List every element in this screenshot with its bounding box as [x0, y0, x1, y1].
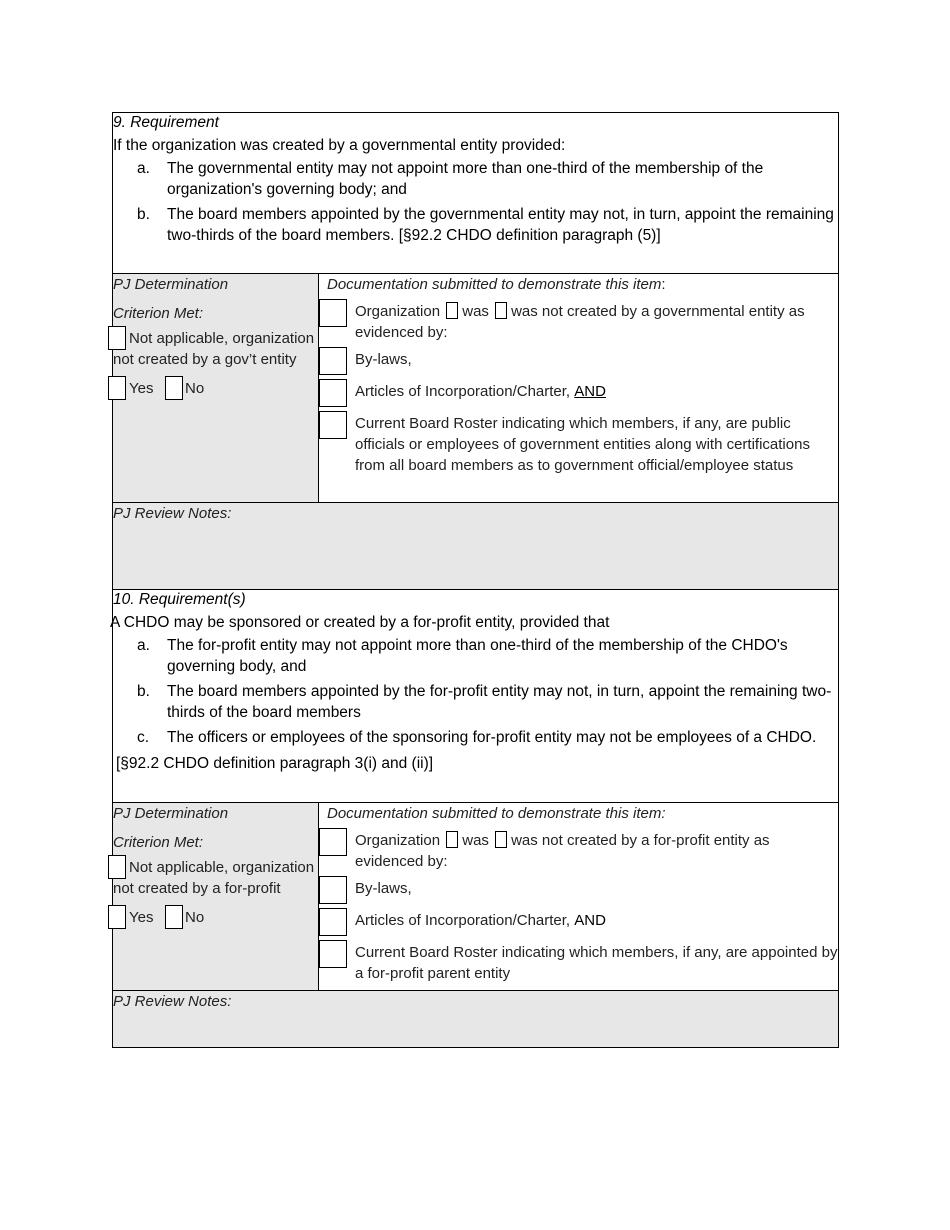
requirement-10-row	[113, 590, 839, 803]
determination-heading: PJ Determination	[113, 805, 229, 822]
board-roster-checkbox[interactable]	[319, 411, 347, 439]
review-notes-label: PJ Review Notes:	[113, 993, 232, 1010]
documentation-heading	[319, 803, 838, 824]
requirement-list	[113, 636, 838, 749]
board-roster-checkbox[interactable]	[319, 940, 347, 968]
requirement-citation: [§92.2 CHDO definition paragraph 3(i) and (ii)]	[116, 754, 434, 772]
doc-item-bylaws	[319, 349, 838, 375]
requirement-item	[113, 205, 838, 246]
organization-checkbox[interactable]	[319, 299, 347, 327]
doc-item-board-roster	[319, 942, 838, 984]
pj-determination-cell	[113, 803, 319, 991]
item-text: The for-profit entity may not appoint more than one-third of the membership of the CHDO's governing body, and	[167, 637, 788, 675]
not-applicable-checkbox[interactable]	[108, 326, 126, 350]
requirement-9-row	[113, 113, 839, 274]
item-text: The governmental entity may not appoint more than one-third of the membership of the organization's governing body; and	[167, 160, 764, 198]
pj-review-notes-cell[interactable]	[113, 503, 839, 590]
bylaws-checkbox[interactable]	[319, 347, 347, 375]
board-roster-label: Current Board Roster indicating which members, if any, are appointed by a for-profit parent entity	[355, 944, 838, 982]
not-applicable-checkbox[interactable]	[108, 855, 126, 879]
item-marker: a.	[137, 637, 150, 654]
doc-item-bylaws	[319, 878, 838, 904]
notes-9-row	[113, 503, 839, 590]
not-applicable-label: Not applicable, organization not created by a for-profit	[113, 859, 315, 897]
review-notes-label: PJ Review Notes:	[113, 505, 232, 522]
was-not-checkbox[interactable]	[495, 831, 507, 848]
determination-9-row	[113, 274, 839, 503]
doc-item-articles	[319, 381, 838, 407]
yes-label: Yes	[129, 380, 154, 397]
requirement-10-cell	[110, 590, 839, 803]
requirement-intro: A CHDO may be sponsored or created by a for-profit entity, provided that	[110, 613, 610, 631]
item-text: The board members appointed by the for-profit entity may not, in turn, appoint the remaining two-thirds of the board members	[167, 683, 832, 721]
was-checkbox[interactable]	[446, 831, 458, 848]
articles-checkbox[interactable]	[319, 379, 347, 407]
doc-item-board-roster	[319, 413, 838, 476]
was-checkbox[interactable]	[446, 302, 458, 319]
yes-label: Yes	[129, 909, 154, 926]
documentation-cell	[319, 274, 839, 503]
criterion-label: Criterion Met:	[113, 305, 204, 322]
item-marker: b.	[137, 206, 150, 223]
organization-suffix: was not created by a governmental entity as evidenced by:	[355, 303, 805, 341]
criterion-yes-no	[113, 907, 318, 935]
articles-label: Articles of Incorporation/Charter,	[355, 912, 571, 929]
requirement-list	[113, 159, 838, 246]
no-checkbox[interactable]	[165, 376, 183, 400]
item-marker: b.	[137, 683, 150, 700]
documentation-heading	[319, 274, 838, 295]
requirement-item	[113, 636, 838, 677]
item-text: The board members appointed by the governmental entity may not, in turn, appoint the remaining two-thirds of the board members. [§92.2 CHDO definition paragraph (5)]	[167, 206, 834, 244]
documentation-cell	[319, 803, 839, 991]
documentation-heading-colon: :	[661, 276, 666, 293]
pj-determination-cell	[113, 274, 319, 503]
organization-prefix: Organization	[355, 303, 441, 320]
yes-checkbox[interactable]	[108, 376, 126, 400]
no-checkbox[interactable]	[165, 905, 183, 929]
articles-checkbox[interactable]	[319, 908, 347, 936]
was-label: was	[462, 303, 489, 320]
organization-checkbox[interactable]	[319, 828, 347, 856]
bylaws-checkbox[interactable]	[319, 876, 347, 904]
requirement-item	[113, 728, 838, 749]
bylaws-label: By-laws,	[355, 880, 412, 897]
board-roster-label: Current Board Roster indicating which members, if any, are public officials or employees of government entities along with certifications from all board members as to government official/employee status	[355, 415, 810, 474]
doc-item-organization	[319, 830, 838, 872]
organization-suffix: was not created by a for-profit entity as evidenced by:	[355, 832, 770, 870]
item-marker: c.	[137, 729, 150, 746]
was-label: was	[462, 832, 489, 849]
requirement-title: 10. Requirement(s)	[113, 591, 246, 608]
requirement-title: 9. Requirement	[113, 114, 219, 131]
criterion-label: Criterion Met:	[113, 834, 204, 851]
organization-prefix: Organization	[355, 832, 441, 849]
item-marker: a.	[137, 160, 150, 177]
doc-item-articles	[319, 910, 838, 936]
documentation-heading-text: Documentation submitted to demonstrate this item:	[327, 805, 666, 822]
no-label: No	[185, 380, 205, 397]
chdo-requirements-table	[112, 112, 839, 1048]
notes-10-row	[113, 991, 839, 1048]
was-not-checkbox[interactable]	[495, 302, 507, 319]
pj-review-notes-cell[interactable]	[113, 991, 839, 1048]
yes-checkbox[interactable]	[108, 905, 126, 929]
not-applicable-option	[113, 857, 318, 899]
item-text: The officers or employees of the sponsoring for-profit entity may not be employees of a CHDO.	[167, 729, 817, 746]
requirement-intro: If the organization was created by a governmental entity provided:	[113, 136, 566, 154]
articles-label: Articles of Incorporation/Charter,	[355, 383, 571, 400]
not-applicable-option	[113, 328, 318, 370]
requirement-item	[113, 682, 838, 723]
articles-and: AND	[574, 912, 606, 929]
criterion-yes-no	[113, 378, 318, 406]
requirement-9-cell	[113, 113, 839, 274]
bylaws-label: By-laws,	[355, 351, 412, 368]
articles-and: AND	[574, 383, 606, 400]
determination-10-row	[113, 803, 839, 991]
doc-item-organization	[319, 301, 838, 343]
not-applicable-label: Not applicable, organization not created by a gov’t entity	[113, 330, 315, 368]
no-label: No	[185, 909, 205, 926]
requirement-item	[113, 159, 838, 200]
determination-heading: PJ Determination	[113, 276, 229, 293]
documentation-heading-text: Documentation submitted to demonstrate this item	[327, 276, 662, 293]
